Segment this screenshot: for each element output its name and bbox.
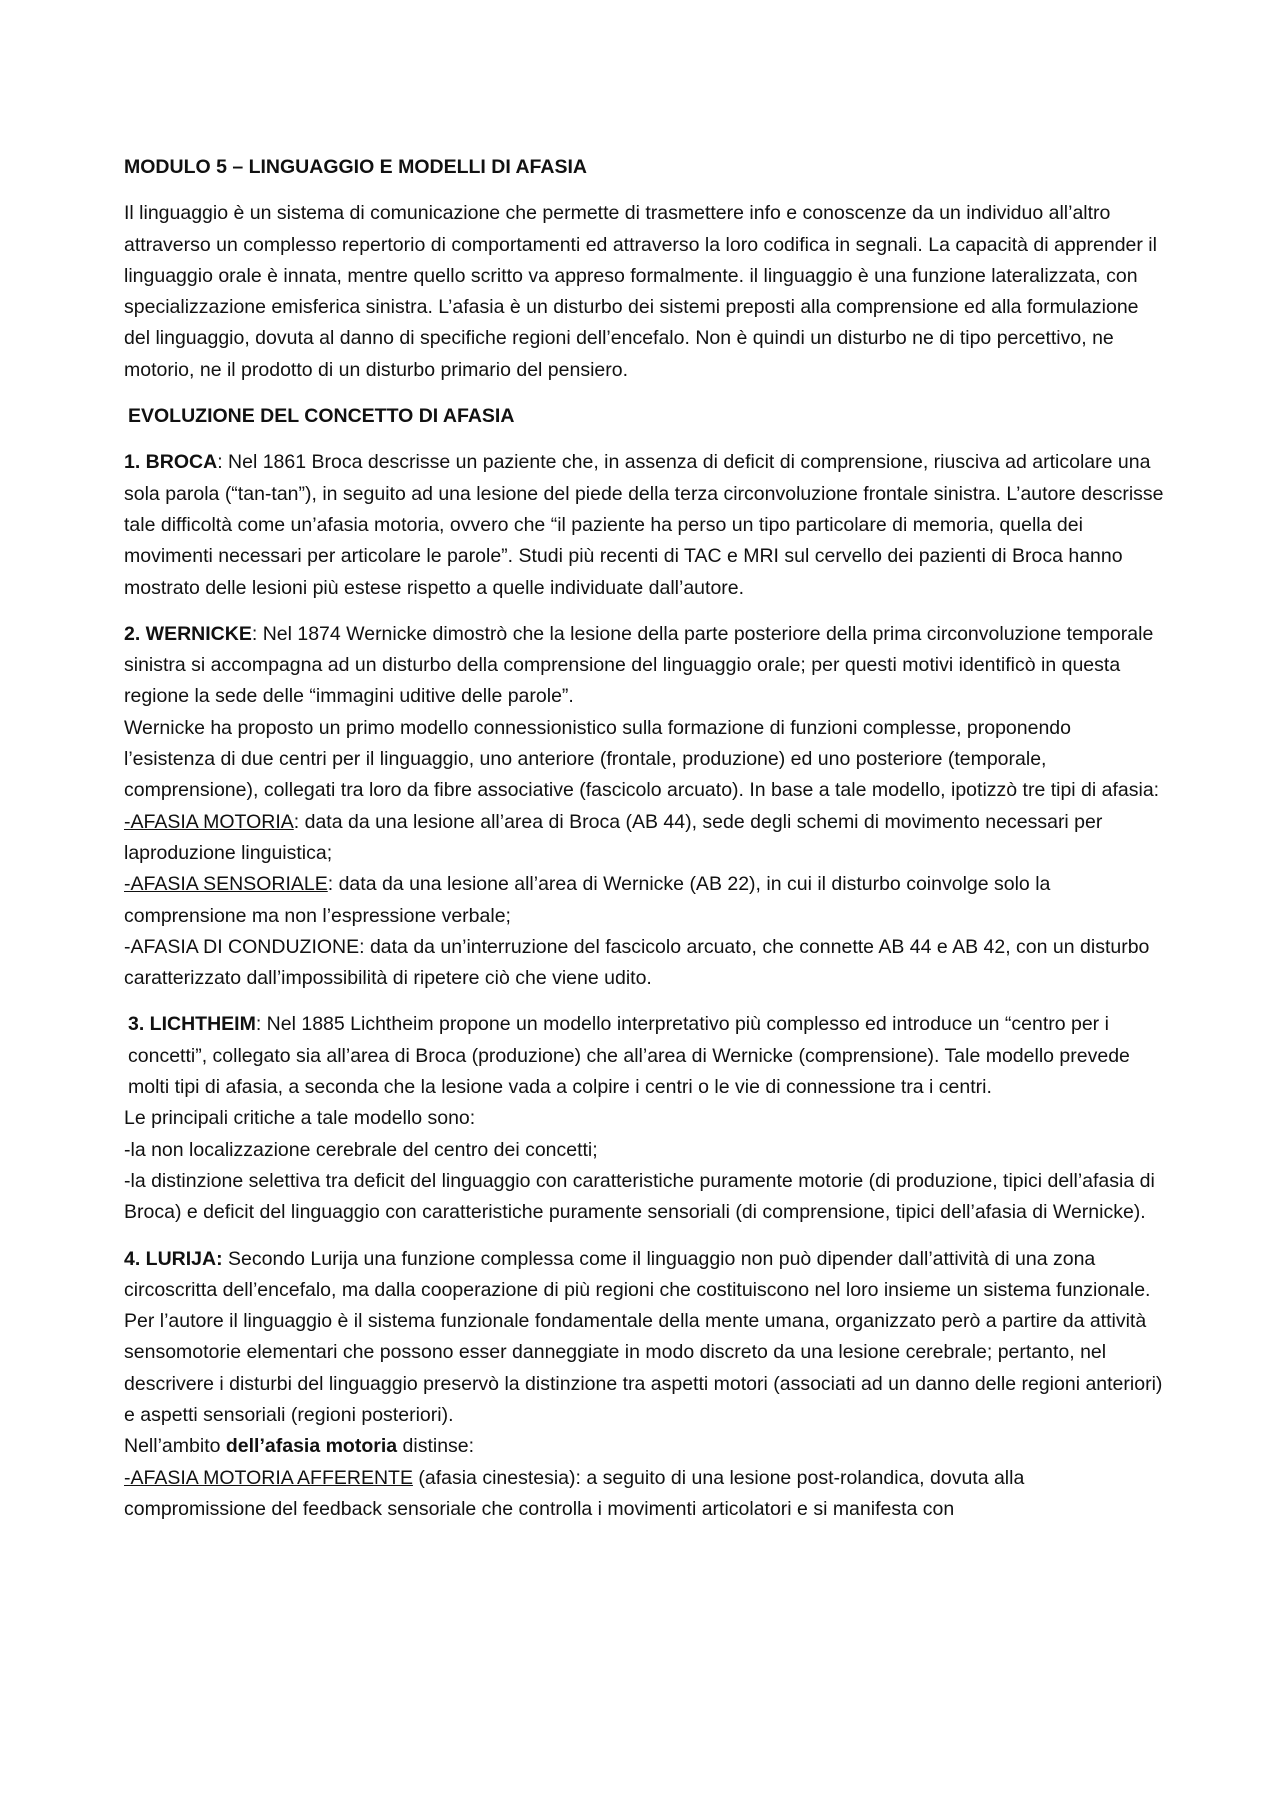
lichtheim-text: : Nel 1885 Lichtheim propone un modello interpretativo più complesso ed introduce un “centro per i concetti”, collegato sia all’area di Broca (produzione) che all’area di Wernicke (comprensione). Tale modello prevede molti tipi di afasia, a seconda che la lesione vada a colpire i centri o le vie di connessione tra i centri. bbox=[128, 1013, 1130, 1099]
lurija-paragraph bbox=[124, 1244, 1164, 1526]
lichtheim-critica-1: -la non localizzazione cerebrale del centro dei concetti; bbox=[124, 1138, 598, 1161]
lurija-ambito-post: distinse: bbox=[397, 1435, 475, 1458]
lurija-ambito-bold: dell’afasia motoria bbox=[225, 1435, 398, 1458]
lurija-ambito bbox=[124, 1431, 1164, 1462]
lurija-label: 4. LURIJA: bbox=[124, 1247, 223, 1270]
afasia-sensoriale-text: : data da una lesione all’area di Wernicke (AB 22), in cui il disturbo coinvolge solo la comprensione ma non l’espressione verbale; bbox=[124, 873, 1051, 927]
intro-paragraph: Il linguaggio è un sistema di comunicazione che permette di trasmettere info e conoscenze da un individuo all’altro attraverso un complesso repertorio di comportamenti ed attraverso la loro codifica in segnali. La capacità di apprender il linguaggio orale è innata, mentre quello scritto va appreso formalmente. il linguaggio è una funzione lateralizzata, con specializzazione emisferica sinistra. L’afasia è un disturbo dei sistemi preposti alla comprensione ed alla formulazione del linguaggio, dovuta al danno di specifiche regioni dell’encefalo. Non è quindi un disturbo ne di tipo percettivo, ne motorio, ne il prodotto di un disturbo primario del pensiero. bbox=[124, 202, 1157, 381]
wernicke-text: : Nel 1874 Wernicke dimostrò che la lesione della parte posteriore della prima circonvoluzione temporale sinistra si accompagna ad un disturbo della comprensione del linguaggio orale; per questi motivi identificò in questa regione la sede delle “immagini uditive delle parole”. bbox=[124, 622, 1154, 708]
broca-label: 1. BROCA bbox=[124, 451, 218, 474]
lichtheim-paragraph bbox=[124, 1009, 1164, 1228]
lichtheim-critica-2: -la distinzione selettiva tra deficit del linguaggio con caratteristiche puramente motorie (di produzione, tipici dell’afasia di Broca) e deficit del linguaggio con caratteristiche puramente sensoriali (di comprensione, tipici dell’afasia di Wernicke). bbox=[124, 1169, 1155, 1224]
lichtheim-critiche-intro: Le principali critiche a tale modello sono: bbox=[124, 1107, 476, 1130]
afasia-motoria-item bbox=[124, 807, 1164, 870]
broca-paragraph bbox=[124, 447, 1164, 603]
section-heading: EVOLUZIONE DEL CONCETTO DI AFASIA bbox=[128, 405, 515, 428]
afasia-afferente-text: (afasia cinestesia): a seguito di una lesione post-rolandica, dovuta alla compromissione del feedback sensoriale che controlla i movimenti articolatori e si manifesta con bbox=[124, 1466, 1025, 1520]
afasia-sensoriale-item bbox=[124, 869, 1164, 932]
document-title: MODULO 5 – LINGUAGGIO E MODELLI DI AFASIA bbox=[124, 156, 587, 178]
lurija-ambito-pre: Nell’ambito bbox=[124, 1435, 226, 1458]
lichtheim-intro bbox=[124, 1009, 1164, 1103]
wernicke-model: Wernicke ha proposto un primo modello connessionistico sulla formazione di funzioni complesse, proponendo l’esistenza di due centri per il linguaggio, uno anteriore (frontale, produzione) ed uno posteriore (temporale, comprensione), collegati tra loro da fibre associative (fascicolo arcuato). In base a tale modello, ipotizzò tre tipi di afasia: bbox=[124, 716, 1160, 802]
broca-text: : Nel 1861 Broca descrisse un paziente che, in assenza di deficit di comprensione, riusciva ad articolare una sola parola (“tan-tan”), in seguito ad una lesione del piede della terza circonvoluzione frontale sinistra. L’autore descrisse tale difficoltà come un’afasia motoria, ovvero che “il paziente ha perso un tipo particolare di memoria, quella dei movimenti necessari per articolare le parole”. Studi più recenti di TAC e MRI sul cervello dei pazienti di Broca hanno mostrato delle lesioni più estese rispetto a quelle individuate dall’autore. bbox=[124, 451, 1164, 599]
wernicke-paragraph bbox=[124, 619, 1164, 995]
afasia-motoria-label: -AFASIA MOTORIA bbox=[124, 810, 294, 833]
lichtheim-label: 3. LICHTHEIM bbox=[128, 1013, 256, 1036]
afasia-afferente-item bbox=[124, 1463, 1164, 1526]
afasia-afferente-label: -AFASIA MOTORIA AFFERENTE bbox=[124, 1466, 413, 1489]
lurija-intro bbox=[124, 1244, 1164, 1432]
lurija-text: Secondo Lurija una funzione complessa come il linguaggio non può dipender dall’attività di una zona circoscritta dell’encefalo, ma dalla cooperazione di più regioni che costituiscono nel loro insieme un sistema funzionale. Per l’autore il linguaggio è il sistema funzionale fondamentale della mente umana, organizzato però a partire da attività sensomotorie elementari che possono esser danneggiate in modo discreto da una lesione cerebrale; pertanto, nel descrivere i disturbi del linguaggio preservò la distinzione tra aspetti motori (associati ad un danno delle regioni anteriori) e aspetti sensoriali (regioni posteriori). bbox=[124, 1247, 1163, 1426]
afasia-motoria-text: : data da una lesione all’area di Broca (AB 44), sede degli schemi di movimento necessari per laproduzione linguistica; bbox=[124, 810, 1103, 864]
wernicke-label: 2. WERNICKE bbox=[124, 622, 252, 645]
document-page bbox=[124, 152, 1164, 1525]
wernicke-intro bbox=[124, 619, 1164, 713]
afasia-conduzione-item: -AFASIA DI CONDUZIONE: data da un’interruzione del fascicolo arcuato, che connette AB 44 e AB 42, con un disturbo caratterizzato dall’impossibilità di ripetere ciò che viene udito. bbox=[124, 935, 1150, 990]
afasia-sensoriale-label: -AFASIA SENSORIALE bbox=[124, 873, 328, 896]
